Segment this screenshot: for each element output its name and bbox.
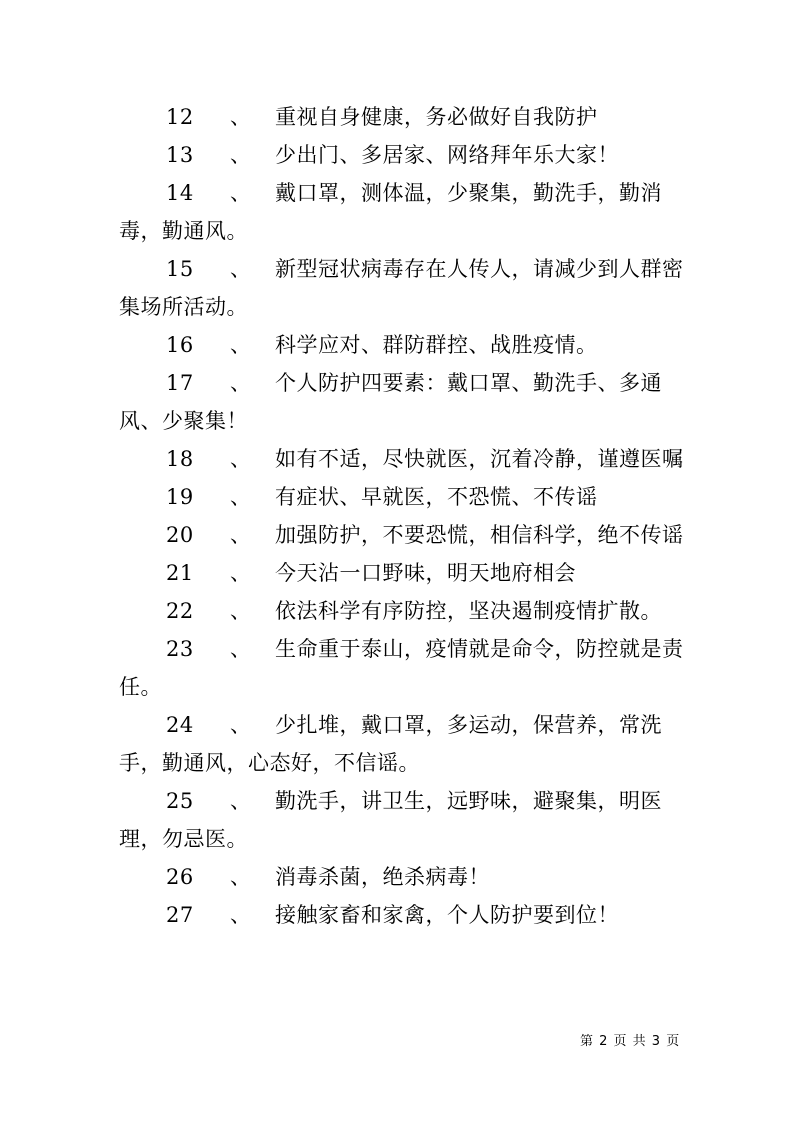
item-separator: 、	[230, 903, 252, 927]
item-number: 24	[166, 713, 194, 737]
list-item	[119, 592, 685, 630]
item-text: 接触家畜和家禽，个人防护要到位！	[275, 903, 619, 927]
list-item	[119, 440, 685, 478]
item-separator: 、	[230, 371, 252, 395]
item-text: 依法科学有序防控，坚决遏制疫情扩散。	[275, 599, 662, 623]
item-number: 16	[166, 333, 194, 357]
item-number: 12	[166, 105, 194, 129]
item-number: 26	[166, 865, 194, 889]
item-text: 如有不适，尽快就医，沉着冷静，谨遵医嘱	[275, 447, 684, 471]
item-text: 生命重于泰山，疫情就是命令，防控就是责任。	[119, 637, 684, 699]
item-text: 科学应对、群防群控、战胜疫情。	[275, 333, 598, 357]
list-item	[119, 174, 685, 250]
page-number-footer: 第 2 页 共 3 页	[580, 1034, 681, 1049]
list-item	[119, 782, 685, 858]
item-separator: 、	[230, 181, 252, 205]
item-number: 25	[166, 789, 194, 813]
item-number: 13	[166, 143, 194, 167]
item-separator: 、	[230, 599, 252, 623]
list-item	[119, 136, 685, 174]
item-text: 今天沾一口野味，明天地府相会	[275, 561, 576, 585]
item-separator: 、	[230, 561, 252, 585]
list-item	[119, 516, 685, 554]
item-number: 20	[166, 523, 194, 547]
list-item	[119, 896, 685, 934]
item-separator: 、	[230, 789, 252, 813]
item-separator: 、	[230, 105, 252, 129]
item-number: 21	[166, 561, 194, 585]
item-number: 18	[166, 447, 194, 471]
item-text: 新型冠状病毒存在人传人，请减少到人群密集场所活动。	[119, 257, 684, 319]
item-text: 有症状、早就医，不恐慌、不传谣	[275, 485, 598, 509]
list-item	[119, 326, 685, 364]
item-text: 重视自身健康，务必做好自我防护	[275, 105, 598, 129]
item-separator: 、	[230, 637, 252, 661]
item-separator: 、	[230, 865, 252, 889]
item-number: 17	[166, 371, 194, 395]
item-text: 加强防护，不要恐慌，相信科学，绝不传谣	[275, 523, 684, 547]
item-text: 戴口罩，测体温，少聚集，勤洗手，勤消毒，勤通风。	[119, 181, 662, 243]
item-number: 23	[166, 637, 194, 661]
item-number: 27	[166, 903, 194, 927]
item-text: 勤洗手，讲卫生，远野味，避聚集，明医理，勿忌医。	[119, 789, 662, 851]
item-text: 少出门、多居家、网络拜年乐大家！	[275, 143, 619, 167]
item-separator: 、	[230, 485, 252, 509]
list-item	[119, 478, 685, 516]
list-item	[119, 364, 685, 440]
list-item	[119, 98, 685, 136]
slogan-list	[119, 98, 685, 934]
item-separator: 、	[230, 447, 252, 471]
item-number: 22	[166, 599, 194, 623]
item-text: 少扎堆，戴口罩，多运动，保营养，常洗手，勤通风，心态好，不信谣。	[119, 713, 662, 775]
item-number: 14	[166, 181, 194, 205]
list-item	[119, 706, 685, 782]
list-item	[119, 554, 685, 592]
item-separator: 、	[230, 143, 252, 167]
item-text: 消毒杀菌，绝杀病毒！	[275, 865, 490, 889]
item-number: 15	[166, 257, 194, 281]
item-separator: 、	[230, 713, 252, 737]
item-text: 个人防护四要素：戴口罩、勤洗手、多通风、少聚集！	[119, 371, 662, 433]
item-number: 19	[166, 485, 194, 509]
list-item	[119, 250, 685, 326]
item-separator: 、	[230, 257, 252, 281]
item-separator: 、	[230, 523, 252, 547]
list-item	[119, 630, 685, 706]
item-separator: 、	[230, 333, 252, 357]
list-item	[119, 858, 685, 896]
